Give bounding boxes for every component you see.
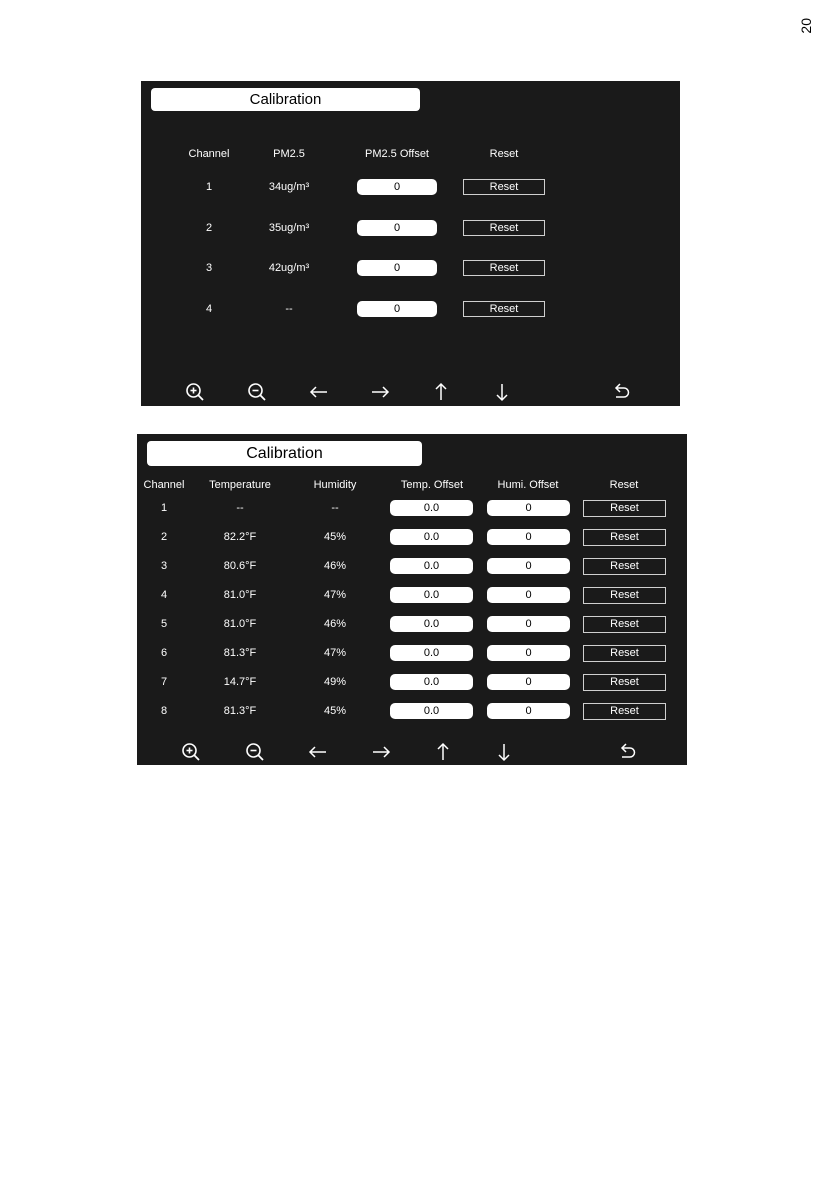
column-header-temp-offset: Temp. Offset [400,479,464,491]
arrow-up-icon[interactable] [432,741,454,763]
channel-number: 1 [205,181,213,193]
column-header-reset: Reset [609,479,639,491]
channel-number: 3 [160,560,168,572]
column-header-humidity: Humidity [313,479,357,491]
humidity-value: 47% [323,647,347,659]
humi-offset-field[interactable]: 0 [487,645,570,661]
zoom-out-icon[interactable] [244,741,266,763]
column-header-pm25-offset: PM2.5 Offset [365,148,429,160]
channel-number: 2 [160,531,168,543]
reset-button[interactable]: Reset [463,301,545,317]
temperature-value: 81.3°F [223,705,257,717]
pm25-offset-field[interactable]: 0 [357,260,437,276]
reset-button[interactable]: Reset [583,645,666,662]
temp-offset-field[interactable]: 0.0 [390,529,473,545]
pm25-offset-field[interactable]: 0 [357,301,437,317]
arrow-left-icon[interactable] [307,741,329,763]
pm25-value: 35ug/m³ [268,221,310,234]
pm25-calibration-screen [141,81,680,406]
pm25-offset-field[interactable]: 0 [357,179,437,195]
humidity-value: 46% [323,618,347,630]
temp-offset-field[interactable]: 0.0 [390,616,473,632]
zoom-out-icon[interactable] [246,381,268,403]
arrow-down-icon[interactable] [491,381,513,403]
reset-button[interactable]: Reset [583,674,666,691]
arrow-up-icon[interactable] [430,381,452,403]
temp-offset-field[interactable]: 0.0 [390,558,473,574]
column-header-humi-offset: Humi. Offset [497,479,559,491]
arrow-down-icon[interactable] [493,741,515,763]
reset-button[interactable]: Reset [463,260,545,276]
temp-offset-field[interactable]: 0.0 [390,500,473,516]
reset-button[interactable]: Reset [583,703,666,720]
page-number: 20 [798,18,814,34]
pm25-value: -- [285,302,293,315]
humi-offset-field[interactable]: 0 [487,529,570,545]
channel-number: 2 [205,221,213,234]
channel-number: 4 [205,302,213,315]
back-icon[interactable] [616,741,638,763]
humidity-value: 46% [323,560,347,572]
page-title: Calibration [151,88,420,111]
humidity-value: 45% [323,531,347,543]
temperature-value: 81.3°F [223,647,257,659]
temp-offset-field[interactable]: 0.0 [390,645,473,661]
channel-number: 6 [160,647,168,659]
reset-button[interactable]: Reset [583,500,666,517]
temperature-value: -- [236,502,244,514]
column-header-reset: Reset [489,148,519,160]
temp-offset-field[interactable]: 0.0 [390,587,473,603]
back-icon[interactable] [610,381,632,403]
reset-button[interactable]: Reset [583,529,666,546]
channel-number: 8 [160,705,168,717]
temperature-value: 82.2°F [223,531,257,543]
reset-button[interactable]: Reset [583,558,666,575]
column-header-temperature: Temperature [209,479,271,491]
zoom-in-icon[interactable] [180,741,202,763]
page-title: Calibration [147,441,422,466]
pm25-offset-field[interactable]: 0 [357,220,437,236]
humi-offset-field[interactable]: 0 [487,558,570,574]
humidity-value: 45% [323,705,347,717]
column-header-channel: Channel [188,148,230,160]
humi-offset-field[interactable]: 0 [487,587,570,603]
arrow-right-icon[interactable] [370,741,392,763]
humidity-value: 47% [323,589,347,601]
reset-button[interactable]: Reset [583,616,666,633]
column-header-channel: Channel [143,479,185,491]
temperature-value: 14.7°F [223,676,257,688]
column-header-pm25: PM2.5 [273,148,305,160]
temp-humidity-calibration-screen [137,434,687,765]
pm25-value: 34ug/m³ [268,181,310,193]
temperature-value: 80.6°F [223,560,257,572]
humidity-value: 49% [323,676,347,688]
temp-offset-field[interactable]: 0.0 [390,674,473,690]
temperature-value: 81.0°F [223,589,257,601]
channel-number: 5 [160,618,168,630]
channel-number: 4 [160,589,168,601]
zoom-in-icon[interactable] [184,381,206,403]
channel-number: 3 [205,262,213,274]
temp-offset-field[interactable]: 0.0 [390,703,473,719]
arrow-left-icon[interactable] [308,381,330,403]
pm25-value: 42ug/m³ [268,262,310,274]
channel-number: 1 [160,502,168,514]
temperature-value: 81.0°F [223,618,257,630]
humi-offset-field[interactable]: 0 [487,616,570,632]
reset-button[interactable]: Reset [463,179,545,195]
channel-number: 7 [160,676,168,688]
humi-offset-field[interactable]: 0 [487,674,570,690]
humi-offset-field[interactable]: 0 [487,703,570,719]
reset-button[interactable]: Reset [583,587,666,604]
humi-offset-field[interactable]: 0 [487,500,570,516]
humidity-value: -- [331,502,339,514]
reset-button[interactable]: Reset [463,220,545,236]
arrow-right-icon[interactable] [369,381,391,403]
